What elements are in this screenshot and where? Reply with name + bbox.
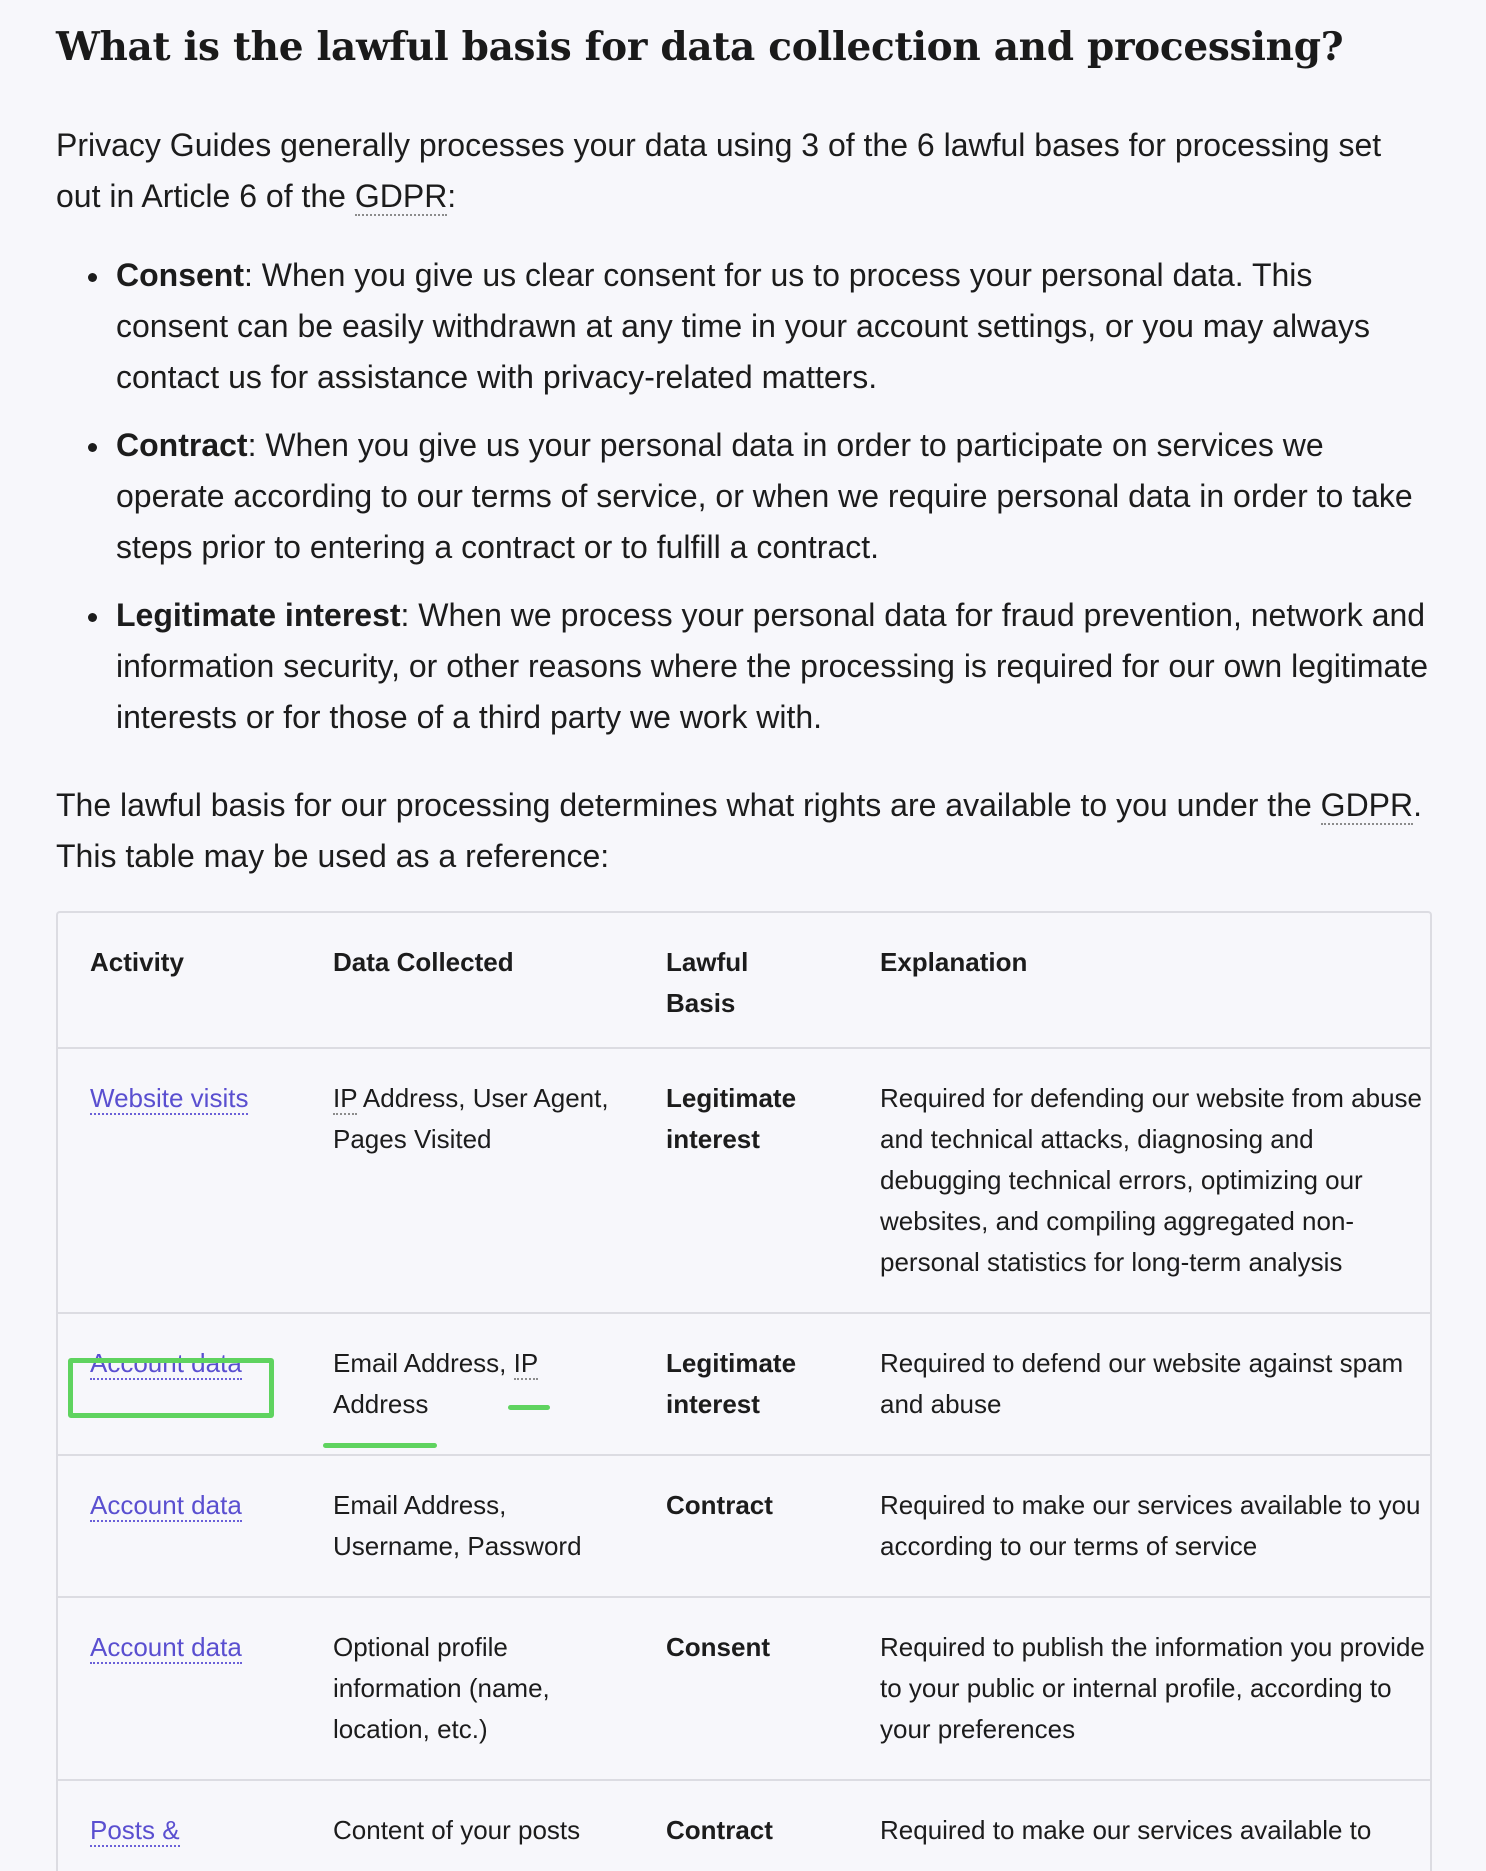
header-lawful-basis-text: Lawful Basis	[666, 947, 749, 1018]
activity-link[interactable]: Website visits	[90, 1083, 249, 1113]
data-cell: Optional profile information (name, location, etc.)	[333, 1632, 550, 1744]
basis-term: Legitimate interest	[116, 597, 401, 633]
activity-link[interactable]: Account data	[90, 1348, 242, 1378]
table-row	[58, 1048, 1432, 1313]
section-heading: What is the lawful basis for data collection and processing?	[56, 24, 1344, 70]
explanation-cell: Required to defend our website against spam and abuse	[880, 1348, 1404, 1419]
basis-term: Consent	[116, 257, 244, 293]
activity-link[interactable]: Account data	[90, 1490, 242, 1520]
activity-cell	[58, 1780, 301, 1871]
basis-cell: Contract	[666, 1490, 773, 1520]
basis-description: : When we process your personal data for fraud prevention, network and information security, or other reasons where the processing is required for our own legitimate interests or for those of a third party we work with.	[116, 597, 1429, 735]
highlight-underline	[508, 1405, 550, 1410]
lawful-bases-list	[56, 250, 1432, 760]
explanation-cell: Required for defending our website from abuse and technical attacks, diagnosing and debugging technical errors, optimizing our websites, and compiling aggregated non-personal statistics for long-term analysis	[880, 1083, 1422, 1277]
table-row	[58, 1455, 1432, 1597]
explanation-cell: Required to make our services available to you according to our terms of service	[880, 1490, 1421, 1561]
lawful-basis-table	[56, 911, 1432, 1871]
basis-description: : When you give us your personal data in order to participate on services we operate according to our terms of service, or when we require personal data in order to take steps prior to entering a contract or to fulfill a contract.	[116, 427, 1413, 565]
list-item	[56, 590, 1432, 743]
header-lawful-basis	[634, 913, 848, 1048]
basis-cell: Contract	[666, 1815, 773, 1845]
header-activity: Activity	[90, 947, 184, 977]
intro-paragraph	[56, 120, 1432, 222]
list-item	[56, 250, 1432, 403]
list-item	[56, 420, 1432, 573]
table-row	[58, 1597, 1432, 1780]
ip-abbr[interactable]: IP	[333, 1083, 358, 1113]
activity-cell	[58, 1597, 301, 1780]
explanation-cell: Required to publish the information you provide to your public or internal profile, according to your preferences	[880, 1632, 1425, 1744]
basis-term: Contract	[116, 427, 248, 463]
data-text-prefix: Email Address,	[333, 1348, 514, 1378]
gdpr-abbr[interactable]: GDPR	[1320, 787, 1414, 823]
data-cell	[301, 1313, 634, 1455]
basis-description: : When you give us clear consent for us to process your personal data. This consent can be easily withdrawn at any time in your account settings, or you may always contact us for assistance with privacy-related matters.	[116, 257, 1370, 395]
intro-text: Privacy Guides generally processes your data using 3 of the 6 lawful bases for processing set out in Article 6 of the	[56, 127, 1382, 214]
data-text: Address, User Agent, Pages Visited	[333, 1083, 609, 1154]
activity-link[interactable]: Posts &	[90, 1815, 180, 1845]
basis-cell: Legitimate interest	[666, 1348, 797, 1419]
data-text: Address	[333, 1389, 429, 1419]
outro-text: The lawful basis for our processing determines what rights are available to you under the	[56, 787, 1321, 823]
data-cell	[301, 1048, 634, 1313]
ip-abbr[interactable]: IP	[513, 1348, 538, 1378]
table-intro-paragraph	[56, 780, 1432, 882]
table-row	[58, 1313, 1432, 1455]
table-row	[58, 1780, 1432, 1871]
data-cell: Content of your posts	[333, 1815, 581, 1845]
explanation-cell: Required to make our services available to	[880, 1815, 1372, 1845]
activity-cell	[58, 1313, 301, 1455]
basis-cell: Consent	[666, 1632, 770, 1662]
data-cell: Email Address, Username, Password	[333, 1490, 582, 1561]
table-header-row	[58, 913, 1432, 1048]
intro-text-end: :	[447, 178, 457, 214]
outro-text-end: . This table may be used as a reference:	[56, 787, 1423, 874]
header-explanation: Explanation	[880, 947, 1028, 977]
gdpr-abbr[interactable]: GDPR	[354, 178, 448, 214]
header-data-collected: Data Collected	[333, 947, 514, 977]
activity-cell	[58, 1048, 301, 1313]
activity-link[interactable]: Account data	[90, 1632, 242, 1662]
basis-cell: Legitimate interest	[666, 1083, 797, 1154]
activity-cell	[58, 1455, 301, 1597]
highlight-underline	[323, 1443, 437, 1448]
